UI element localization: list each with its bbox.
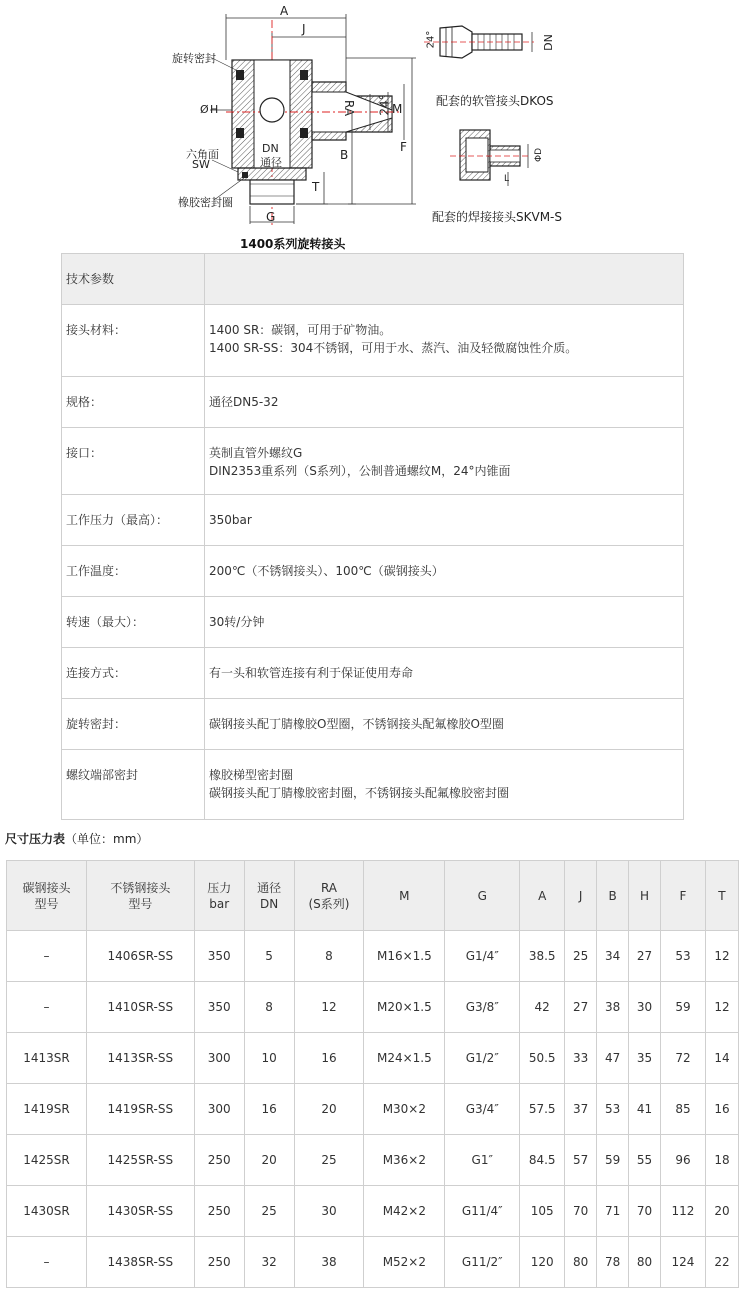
dim-cell: 250 bbox=[194, 1135, 244, 1186]
dim-cell: 12 bbox=[705, 931, 738, 982]
dim-cell: 1419SR-SS bbox=[86, 1084, 194, 1135]
dim-cell: M30×2 bbox=[364, 1084, 445, 1135]
dim-cell: 59 bbox=[597, 1135, 629, 1186]
dim-cell: M24×1.5 bbox=[364, 1033, 445, 1084]
spec-value-line: 英制直管外螺纹G bbox=[209, 446, 303, 460]
dim-cell: G3/8″ bbox=[445, 982, 520, 1033]
dim-row bbox=[7, 982, 739, 1033]
dim-cell: 112 bbox=[661, 1186, 706, 1237]
dim-cell: 78 bbox=[597, 1237, 629, 1288]
dim-header-cell bbox=[194, 861, 244, 931]
dim-header-line: H bbox=[640, 888, 650, 903]
dim-cell: 34 bbox=[597, 931, 629, 982]
label-j: J bbox=[302, 22, 306, 36]
spec-value bbox=[205, 699, 684, 750]
dim-cell: 18 bbox=[705, 1135, 738, 1186]
dim-cell: 10 bbox=[244, 1033, 294, 1084]
dim-cell: 53 bbox=[597, 1084, 629, 1135]
dim-row bbox=[7, 1237, 739, 1288]
spec-key: 工作温度： bbox=[62, 546, 205, 597]
label-h: H bbox=[210, 103, 219, 116]
dim-cell: G1″ bbox=[445, 1135, 520, 1186]
dim-cell: 70 bbox=[629, 1186, 661, 1237]
dim-cell: – bbox=[7, 1237, 87, 1288]
label-ra: RA bbox=[342, 100, 356, 117]
dim-cell: 32 bbox=[244, 1237, 294, 1288]
dim-header-cell bbox=[445, 861, 520, 931]
dim-header-line: bar bbox=[209, 896, 230, 911]
dim-cell: 300 bbox=[194, 1033, 244, 1084]
dim-header-line: 不锈钢接头 bbox=[110, 880, 171, 895]
label-diameter-sign: Ø bbox=[200, 103, 209, 116]
spec-row bbox=[62, 750, 684, 820]
label-24deg: 24° bbox=[377, 94, 392, 116]
spec-row bbox=[62, 428, 684, 495]
spec-row bbox=[62, 597, 684, 648]
spec-key: 接头材料： bbox=[62, 305, 205, 377]
dim-cell: 1410SR-SS bbox=[86, 982, 194, 1033]
dim-cell: 70 bbox=[565, 1186, 597, 1237]
dim-cell: G11/2″ bbox=[445, 1237, 520, 1288]
dim-cell: 38 bbox=[597, 982, 629, 1033]
figure-caption: 1400系列旋转接头 bbox=[240, 237, 346, 251]
dim-header-line: T bbox=[718, 888, 726, 903]
dim-cell: 1425SR-SS bbox=[86, 1135, 194, 1186]
dim-cell: 5 bbox=[244, 931, 294, 982]
label-24deg-dkos: 24° bbox=[425, 30, 437, 49]
label-swivel-seal: 旋转密封 bbox=[172, 52, 216, 65]
dim-cell: 25 bbox=[294, 1135, 364, 1186]
spec-value-line: 30转/分钟 bbox=[209, 615, 265, 629]
spec-row bbox=[62, 377, 684, 428]
swivel-joint-drawing bbox=[0, 0, 752, 252]
dim-cell: 57.5 bbox=[520, 1084, 565, 1135]
dim-header-cell bbox=[364, 861, 445, 931]
dim-cell: G1/4″ bbox=[445, 931, 520, 982]
spec-key: 转速（最大）： bbox=[62, 597, 205, 648]
dim-cell: 30 bbox=[629, 982, 661, 1033]
dim-header-line: J bbox=[578, 888, 583, 903]
dim-cell: 8 bbox=[244, 982, 294, 1033]
dim-header-cell bbox=[597, 861, 629, 931]
dim-cell: M36×2 bbox=[364, 1135, 445, 1186]
caption-dkos: 配套的软管接头DKOS bbox=[436, 94, 554, 108]
spec-value bbox=[205, 546, 684, 597]
spec-value-line: 350bar bbox=[209, 513, 252, 527]
dim-header-cell bbox=[661, 861, 706, 931]
dim-header-cell bbox=[629, 861, 661, 931]
dim-header-cell bbox=[294, 861, 364, 931]
technical-parameters-table bbox=[61, 253, 684, 820]
dim-cell: 350 bbox=[194, 982, 244, 1033]
dim-cell: 85 bbox=[661, 1084, 706, 1135]
spec-value bbox=[205, 305, 684, 377]
label-b: B bbox=[340, 148, 349, 162]
dim-cell: M42×2 bbox=[364, 1186, 445, 1237]
dim-cell: 27 bbox=[565, 982, 597, 1033]
dim-header-line: A bbox=[538, 888, 547, 903]
spec-value-line: 有一头和软管连接有利于保证使用寿命 bbox=[209, 666, 414, 680]
dim-row bbox=[7, 931, 739, 982]
dim-cell: 1413SR-SS bbox=[86, 1033, 194, 1084]
dim-cell: 1419SR bbox=[7, 1084, 87, 1135]
spec-key: 螺纹端部密封 bbox=[62, 750, 205, 820]
spec-value-line: 1400 SR：碳钢，可用于矿物油。 bbox=[209, 323, 392, 337]
spec-value-line: 橡胶梯型密封圈 bbox=[209, 768, 294, 782]
dim-header-line: G bbox=[477, 888, 487, 903]
dim-header-line: 型号 bbox=[128, 896, 153, 911]
dim-cell: 1425SR bbox=[7, 1135, 87, 1186]
spec-key: 接口： bbox=[62, 428, 205, 495]
spec-row bbox=[62, 495, 684, 546]
label-hex: 六角面 bbox=[186, 148, 219, 161]
dim-cell: 1430SR-SS bbox=[86, 1186, 194, 1237]
dim-cell: 38 bbox=[294, 1237, 364, 1288]
label-f: F bbox=[400, 140, 407, 154]
dim-cell: 84.5 bbox=[520, 1135, 565, 1186]
dim-cell: G1/2″ bbox=[445, 1033, 520, 1084]
label-t: T bbox=[312, 180, 320, 194]
spec-key: 规格： bbox=[62, 377, 205, 428]
spec-value-line: 通径DN5-32 bbox=[209, 395, 279, 409]
spec-value-line: 1400 SR-SS：304不锈钢，可用于水、蒸汽、油及轻微腐蚀性介质。 bbox=[209, 341, 578, 355]
spec-value-line: DIN2353重系列（S系列），公制普通螺纹M，24°内锥面 bbox=[209, 464, 511, 478]
label-rubber-seal: 橡胶密封圈 bbox=[178, 196, 233, 209]
label-bore: 通径 bbox=[260, 156, 282, 169]
label-l-skvm: L bbox=[504, 174, 510, 184]
label-m: M bbox=[392, 102, 403, 116]
dkos-fitting bbox=[424, 26, 534, 58]
spec-row bbox=[62, 305, 684, 377]
spec-value-line: 碳钢接头配丁腈橡胶密封圈，不锈钢接头配氟橡胶密封圈 bbox=[209, 786, 510, 800]
spec-header-row bbox=[62, 254, 684, 305]
dim-header-cell bbox=[86, 861, 194, 931]
dim-cell: 27 bbox=[629, 931, 661, 982]
dim-header-line: 型号 bbox=[34, 896, 59, 911]
spec-row bbox=[62, 648, 684, 699]
dim-cell: 16 bbox=[244, 1084, 294, 1135]
dim-header-line: B bbox=[608, 888, 617, 903]
dim-cell: 120 bbox=[520, 1237, 565, 1288]
dim-cell: M16×1.5 bbox=[364, 931, 445, 982]
dim-header-cell bbox=[7, 861, 87, 931]
dimension-section-title bbox=[5, 830, 148, 847]
dim-cell: 16 bbox=[705, 1084, 738, 1135]
spec-value bbox=[205, 750, 684, 820]
spec-header-value bbox=[205, 254, 684, 305]
skvm-fitting bbox=[450, 130, 530, 186]
label-dn-dkos: DN bbox=[541, 34, 555, 51]
spec-value bbox=[205, 648, 684, 699]
dim-cell: 20 bbox=[294, 1084, 364, 1135]
dim-cell: G3/4″ bbox=[445, 1084, 520, 1135]
dim-header-line: 碳钢接头 bbox=[22, 880, 71, 895]
dim-cell: 38.5 bbox=[520, 931, 565, 982]
dim-cell: 80 bbox=[629, 1237, 661, 1288]
dim-row bbox=[7, 1135, 739, 1186]
spec-key: 旋转密封： bbox=[62, 699, 205, 750]
dim-cell: 50.5 bbox=[520, 1033, 565, 1084]
spec-header-key: 技术参数 bbox=[62, 254, 205, 305]
dim-row bbox=[7, 1033, 739, 1084]
dim-row bbox=[7, 1186, 739, 1237]
dim-cell: 20 bbox=[244, 1135, 294, 1186]
dim-cell: 30 bbox=[294, 1186, 364, 1237]
dim-cell: 105 bbox=[520, 1186, 565, 1237]
dim-header-cell bbox=[244, 861, 294, 931]
spec-key: 工作压力（最高）： bbox=[62, 495, 205, 546]
dim-header-cell bbox=[520, 861, 565, 931]
dim-cell: – bbox=[7, 931, 87, 982]
dim-cell: 16 bbox=[294, 1033, 364, 1084]
dim-cell: 300 bbox=[194, 1084, 244, 1135]
dim-cell: – bbox=[7, 982, 87, 1033]
dim-cell: 250 bbox=[194, 1237, 244, 1288]
dim-cell: 12 bbox=[705, 982, 738, 1033]
spec-value bbox=[205, 428, 684, 495]
spec-key: 连接方式： bbox=[62, 648, 205, 699]
dim-cell: 33 bbox=[565, 1033, 597, 1084]
spec-value-line: 碳钢接头配丁腈橡胶O型圈，不锈钢接头配氟橡胶O型圈 bbox=[209, 717, 504, 731]
dim-cell: 12 bbox=[294, 982, 364, 1033]
dim-cell: 1406SR-SS bbox=[86, 931, 194, 982]
dim-header-line: M bbox=[399, 888, 410, 903]
dim-cell: 72 bbox=[661, 1033, 706, 1084]
dim-cell: 20 bbox=[705, 1186, 738, 1237]
dim-cell: 71 bbox=[597, 1186, 629, 1237]
label-sw: SW bbox=[192, 158, 210, 171]
dim-header-line: 压力 bbox=[207, 880, 232, 895]
dim-header-cell bbox=[705, 861, 738, 931]
dim-cell: 47 bbox=[597, 1033, 629, 1084]
spec-value bbox=[205, 597, 684, 648]
spec-row bbox=[62, 699, 684, 750]
label-dn: DN bbox=[262, 142, 279, 155]
dim-cell: 8 bbox=[294, 931, 364, 982]
dim-cell: 1413SR bbox=[7, 1033, 87, 1084]
dimension-title: 尺寸压力表 bbox=[5, 832, 66, 846]
dim-cell: 55 bbox=[629, 1135, 661, 1186]
dim-cell: 96 bbox=[661, 1135, 706, 1186]
label-a: A bbox=[280, 4, 289, 18]
dim-cell: 37 bbox=[565, 1084, 597, 1135]
dim-cell: 14 bbox=[705, 1033, 738, 1084]
dim-cell: 22 bbox=[705, 1237, 738, 1288]
dim-cell: 42 bbox=[520, 982, 565, 1033]
dim-cell: M20×1.5 bbox=[364, 982, 445, 1033]
dim-cell: 57 bbox=[565, 1135, 597, 1186]
dim-cell: 25 bbox=[565, 931, 597, 982]
dim-cell: 25 bbox=[244, 1186, 294, 1237]
dim-cell: G11/4″ bbox=[445, 1186, 520, 1237]
dim-cell: 41 bbox=[629, 1084, 661, 1135]
dim-header-line: RA bbox=[320, 880, 337, 895]
dim-cell: 35 bbox=[629, 1033, 661, 1084]
dim-cell: M52×2 bbox=[364, 1237, 445, 1288]
spec-value-line: 200℃（不锈钢接头）、100℃（碳钢接头） bbox=[209, 564, 444, 578]
dim-cell: 250 bbox=[194, 1186, 244, 1237]
caption-skvm: 配套的焊接接头SKVM-S bbox=[432, 210, 562, 224]
dim-cell: 53 bbox=[661, 931, 706, 982]
dim-cell: 1438SR-SS bbox=[86, 1237, 194, 1288]
spec-value bbox=[205, 495, 684, 546]
dim-header-line: DN bbox=[260, 896, 279, 911]
dim-cell: 80 bbox=[565, 1237, 597, 1288]
dim-cell: 59 bbox=[661, 982, 706, 1033]
spec-value bbox=[205, 377, 684, 428]
dim-row bbox=[7, 1084, 739, 1135]
dim-header-line: 通径 bbox=[257, 880, 282, 895]
dim-header-line: (S系列) bbox=[308, 896, 350, 911]
dim-header-row bbox=[7, 861, 739, 931]
dim-cell: 350 bbox=[194, 931, 244, 982]
dim-cell: 1430SR bbox=[7, 1186, 87, 1237]
spec-row bbox=[62, 546, 684, 597]
technical-drawing bbox=[0, 0, 752, 252]
dim-cell: 124 bbox=[661, 1237, 706, 1288]
label-g: G bbox=[266, 210, 276, 224]
label-od-skvm: ΦD bbox=[534, 147, 545, 163]
dim-header-line: F bbox=[679, 888, 687, 903]
dim-header-cell bbox=[565, 861, 597, 931]
dimension-pressure-table bbox=[6, 860, 739, 1288]
dimension-unit: （单位：mm） bbox=[65, 832, 149, 846]
